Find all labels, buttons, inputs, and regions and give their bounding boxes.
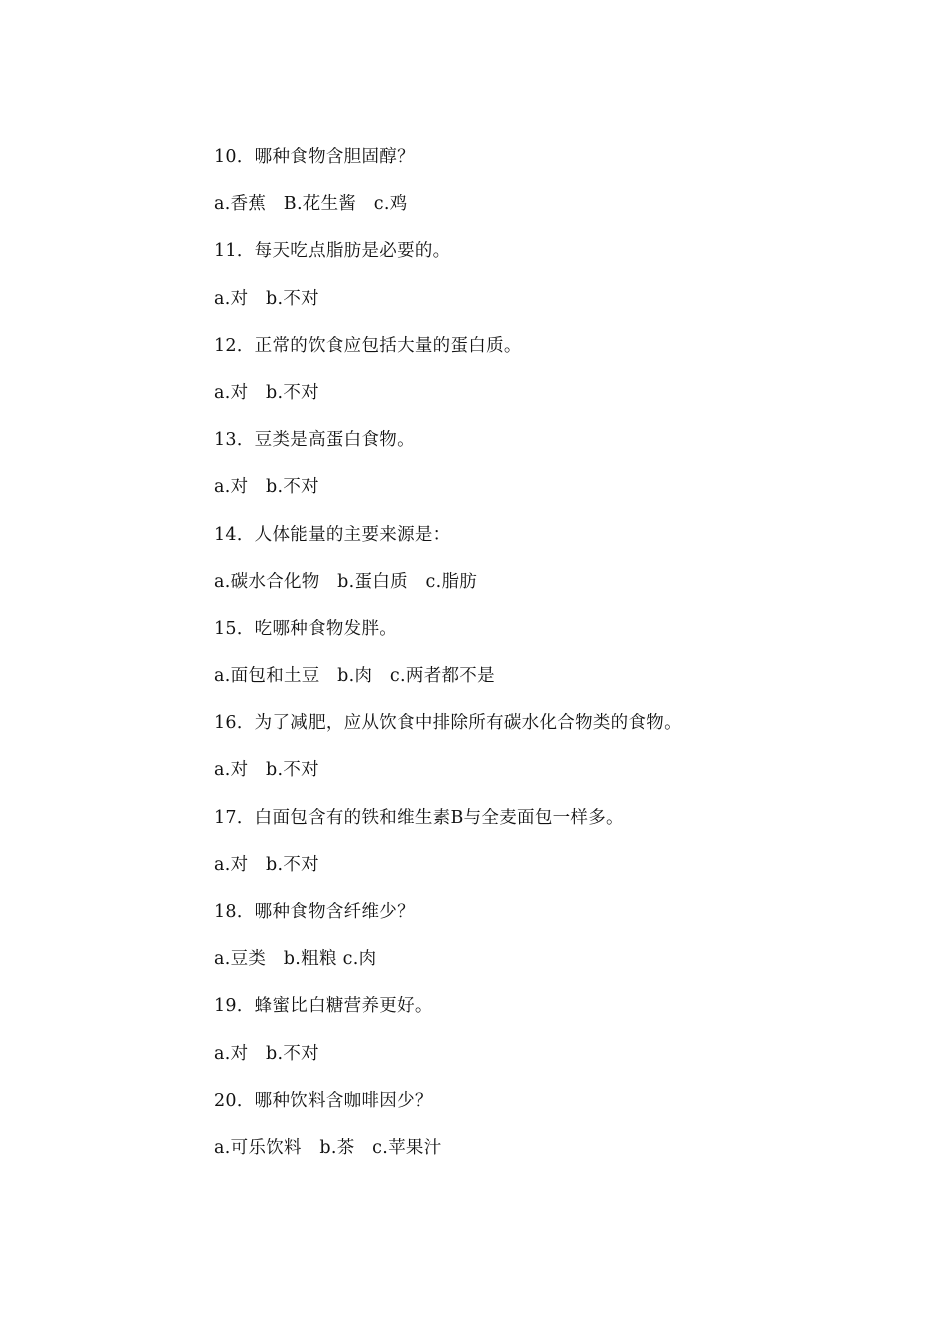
options-10: a.香蕉 B.花生酱 c.鸡 bbox=[214, 194, 408, 215]
question-18: 18．哪种食物含纤维少？ bbox=[214, 902, 415, 922]
options-11: a.对 b.不对 bbox=[214, 288, 319, 309]
options-16: a.对 b.不对 bbox=[214, 760, 319, 781]
options-17: a.对 b.不对 bbox=[214, 854, 319, 875]
question-13: 13．豆类是高蛋白食物。 bbox=[214, 430, 415, 451]
question-16: 16．为了减肥，应从饮食中排除所有碳水化合物类的食物。 bbox=[214, 713, 682, 734]
options-20: a.可乐饮料 b.茶 c.苹果汁 bbox=[214, 1137, 442, 1158]
question-12: 12．正常的饮食应包括大量的蛋白质。 bbox=[214, 335, 522, 356]
question-list bbox=[214, 142, 914, 1180]
options-18: a.豆类 b.粗粮 c.肉 bbox=[214, 949, 377, 970]
options-12: a.对 b.不对 bbox=[214, 382, 319, 403]
question-17: 17．白面包含有的铁和维生素B与全麦面包一样多。 bbox=[214, 807, 624, 828]
question-19: 19．蜂蜜比白糖营养更好。 bbox=[214, 996, 433, 1017]
options-19: a.对 b.不对 bbox=[214, 1043, 319, 1064]
options-15: a.面包和土豆 b.肉 c.两者都不是 bbox=[214, 666, 495, 687]
question-10: 10．哪种食物含胆固醇？ bbox=[214, 147, 415, 167]
options-14: a.碳水合化物 b.蛋白质 c.脂肪 bbox=[214, 571, 478, 592]
question-15: 15．吃哪种食物发胖。 bbox=[214, 618, 398, 639]
question-14: 14．人体能量的主要来源是： bbox=[214, 524, 451, 545]
options-13: a.对 b.不对 bbox=[214, 477, 319, 498]
question-11: 11．每天吃点脂肪是必要的。 bbox=[214, 241, 451, 262]
question-20: 20．哪种饮料含咖啡因少？ bbox=[214, 1090, 433, 1111]
